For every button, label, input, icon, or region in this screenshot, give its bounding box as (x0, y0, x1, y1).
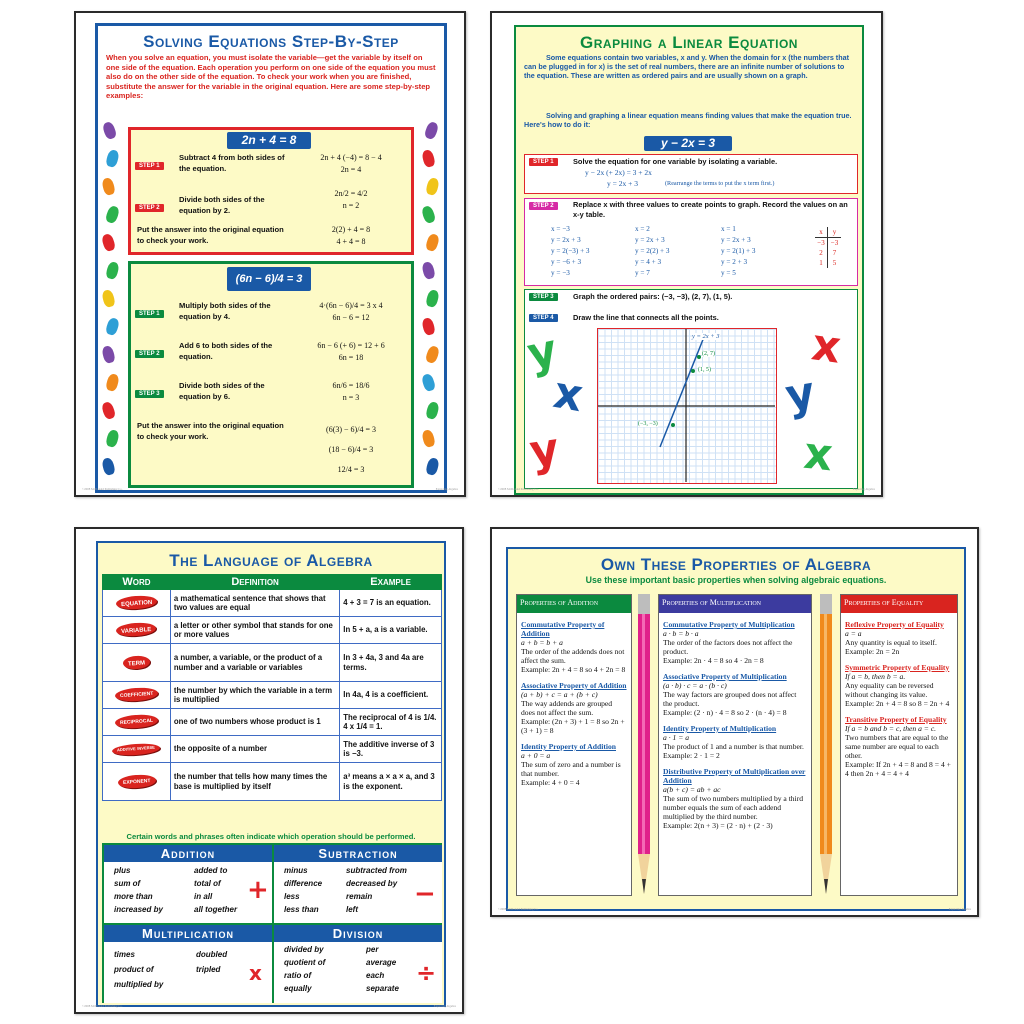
p2-step1-text: Solve the equation for one variable by isolating a variable. (573, 157, 778, 166)
ex2-step2-badge: STEP 2 (135, 342, 164, 360)
op-division (274, 925, 442, 1003)
word-term: term (123, 655, 151, 670)
word-reciprocal: reciprocal (114, 714, 158, 730)
graph-svg (598, 329, 775, 482)
p2-step3-text: Graph the ordered pairs: (−3, −3), (2, 7), (1, 5). (573, 292, 733, 301)
prop-distributive: Distributive Property of Multiplication over Addition (663, 767, 806, 785)
ex2-step1-math: 4·(6n − 6)/4 = 3 x 4 6n − 6 = 12 (319, 301, 383, 322)
poster-language-of-algebra (74, 527, 464, 1014)
prop-reflexive: Reflexive Property of Equality (845, 620, 944, 629)
decor-letter-y1: y (522, 324, 562, 381)
poster1-footer: ©2008 McDonald Publishing Co. Exploring Algebra (82, 487, 458, 491)
heading-multiplication: Properties of Multiplication (659, 595, 811, 613)
divide-sign-icon: ÷ (416, 959, 437, 987)
table-row: reciprocal one of two numbers whose product is 1 The reciprocal of 4 is 1/4. 4 x 1/4 = 1. (103, 709, 442, 736)
vocabulary-table (102, 574, 442, 801)
op-subtraction-col1: minus difference less less than (284, 866, 323, 914)
op-multiplication-title: Multiplication (104, 925, 272, 942)
plus-sign-icon: + (247, 875, 269, 905)
table-row: exponent the number that tells how many times the base is multiplied by itself a³ means a × a × a, and 3 is the exponent. (103, 763, 442, 801)
poster2-step1-box (524, 154, 858, 194)
op-division-col1: divided by quotient of ratio of equally (284, 945, 326, 993)
poster4-title: Own These Properties of Algebra (600, 555, 872, 574)
ex1-step2-badge: STEP 2 (135, 196, 164, 214)
op-division-title: Division (274, 925, 442, 942)
op-subtraction-title: Subtraction (274, 845, 442, 862)
footprint-decoration-right (422, 122, 440, 492)
prop-identity-multiplication: Identity Property of Multiplication (663, 724, 777, 733)
poster3-title: The Language of Algebra (169, 551, 373, 570)
p2-step2-col1: x = −3 y = 2x + 3 y = 2(−3) + 3 y = −6 + 3 y = −3 (551, 225, 590, 277)
p2-step2-col2: x = 2 y = 2x + 3 y = 2(2) + 3 y = 4 + 3 y = 7 (635, 225, 670, 277)
op-subtraction (274, 845, 442, 923)
coordinate-grid (597, 328, 777, 484)
ex1-step1-text: Subtract 4 from both sides of the equation. (179, 153, 285, 173)
p2-step2-badge: STEP 2 (529, 202, 558, 210)
ex2-step2-math: 6n − 6 (+ 6) = 12 + 6 6n = 18 (317, 341, 385, 362)
decor-letter-x3: x (801, 427, 836, 482)
prop-commutative-addition: Commutative Property of Addition (521, 620, 605, 638)
table-row: term a number, a variable, or the product of a number and a variable or variables In 3 + 4a, 3 and 4a are terms. (103, 644, 442, 682)
column-addition: Properties of Addition Commutative Property of Addition a + b = b + a The order of the addends does not affect the sum. Example: 2n + 4 = 8 so 4 + 2n = 8 Associative Property of Addition (a + b) + c = a + (b + c) The way addends are grouped does not affect the sum. Example: (2n + 3) + 1 = 8 so 2n + (3 + 1) = 8 Identity Property of Addition a + 0 = a The sum of zero and a number is that number. Example: 4 + 0 = 4 (516, 594, 632, 896)
poster1-inner (95, 23, 447, 493)
ex1-step2-math: 2n/2 = 4/2 n = 2 (334, 189, 368, 210)
minus-sign-icon: − (414, 879, 436, 909)
point-2-7 (697, 355, 701, 359)
ex1-check-math: 2(2) + 4 = 8 4 + 4 = 8 (331, 225, 371, 246)
op-multiplication-col2: doubled tripled (196, 950, 228, 974)
poster-solving-equations (74, 11, 466, 497)
ex2-step2-text: Add 6 to both sides of the equation. (179, 341, 273, 361)
op-subtraction-col2: subtracted from decreased by remain left (346, 866, 407, 914)
column-multiplication: Properties of Multiplication Commutative Property of Multiplication a · b = b · a The order of the factors does not affect the product. Example: 2n · 4 = 8 so 4 · 2n = 8 Associative Property of Multiplication (a · b) · c = a · (b · c) The way factors are grouped does not affect the product. Example: (2 · n) · 4 = 8 so 2 · (n · 4) = 8 Identity Property of Multiplication a · 1 = a The product of 1 and a number is that number. Example: 2 · 1 = 2 Distributive Property of Multiplication over Addition a(b + c) = ab + ac The sum of two numbers multiplied by a third number equals the sum of each addend multiplied by the third number. Example: 2(n + 3) = (2 · n) + (2 · 3) (658, 594, 812, 896)
prop-symmetric: Symmetric Property of Equality (845, 663, 950, 672)
poster-properties-of-algebra (490, 527, 979, 917)
op-addition-col1: plus sum of more than increased by (114, 866, 163, 914)
col-definition: Definition (170, 575, 339, 590)
op-addition (104, 845, 272, 923)
ex2-step1-badge: STEP 1 (135, 302, 164, 320)
point-neg3-neg3 (671, 423, 675, 427)
ex2-step3-text: Divide both sides of the equation by 6. (179, 381, 265, 401)
col-example: Example (340, 575, 442, 590)
times-sign-icon: x (249, 961, 262, 985)
example1-box (128, 127, 414, 255)
table-row: equation a mathematical sentence that shows that two values are equal 4 + 3 = 7 is an equation. (103, 590, 442, 617)
p2-step4-badge: STEP 4 (529, 314, 558, 322)
heading-addition: Properties of Addition (517, 595, 631, 613)
graph-point-label-2: (1, 5) (698, 367, 711, 373)
ex2-step1-text: Multiply both sides of the equation by 4. (179, 301, 271, 321)
prop-identity-addition: Identity Property of Addition (521, 742, 616, 751)
word-additive-inverse: additive inverse (112, 742, 161, 756)
table-row: coefficient the number by which the variable in a term is multiplied In 4a, 4 is a coefficient. (103, 682, 442, 709)
p2-step4-text: Draw the line that connects all the points. (573, 313, 719, 322)
poster4-footer: ©2008 McDonald Publishing Co. Exploring Algebra (498, 907, 971, 911)
plotted-line (660, 337, 704, 447)
poster2-intro2: Solving and graphing a linear equation means finding values that make the equation true. Here's how to do it: (524, 111, 852, 130)
table-row: additive inverse the opposite of a number The additive inverse of 3 is −3. (103, 736, 442, 763)
example1-equation: 2n + 4 = 8 (227, 132, 311, 149)
prop-transitive: Transitive Property of Equality (845, 715, 947, 724)
p2-step1-math1: y − 2x (+ 2x) = 3 + 2x (585, 168, 652, 177)
poster1-intro: When you solve an equation, you must isolate the variable—get the variable by itself on one side of the equation. Each operation you perform on one side of the equation you must also do on the other side of the equation. To check your work when you are finished, substitute the answer for the variable in the original equation. Here are some step-by-step examples: (106, 53, 436, 101)
ex1-check-text: Put the answer into the original equation to check your work. (137, 225, 284, 245)
poster2-title: Graphing a Linear Equation (580, 33, 798, 52)
poster2-inner (514, 25, 864, 495)
p2-step2-text: Replace x with three values to create points to graph. Record the values on an x-y table. (573, 200, 848, 219)
ex1-step2-text: Divide both sides of the equation by 2. (179, 195, 265, 215)
op-multiplication-col1: times product of multiplied by (114, 950, 164, 989)
poster4-inner (506, 547, 966, 911)
graph-point-label-3: (−3, −3) (638, 421, 658, 427)
orange-pencil-icon (818, 594, 834, 896)
word-equation: equation (115, 595, 157, 611)
ops-grid (102, 843, 442, 1003)
poster1-title: Solving Equations Step-By-Step (143, 32, 399, 51)
graph-line-label: y = 2x + 3 (692, 333, 720, 340)
p2-step1-badge: STEP 1 (529, 158, 558, 166)
ops-intro: Certain words and phrases often indicate which operation should be performed. (126, 832, 416, 841)
ex2-step3-math: 6n/6 = 18/6 n = 3 (332, 381, 370, 402)
footprint-decoration-left (102, 122, 120, 492)
col-word: Word (103, 575, 171, 590)
poster2-footer: ©2008 McDonald Publishing Co. Exploring Algebra (498, 487, 875, 491)
poster4-subtitle: Use these important basic properties when solving algebraic equations. (585, 575, 887, 585)
poster2-equation: y − 2x = 3 (644, 136, 732, 151)
prop-commutative-multiplication: Commutative Property of Multiplication (663, 620, 795, 629)
column-equality: Properties of Equality Reflexive Property of Equality a = a Any quantity is equal to itself. Example: 2n = 2n Symmetric Property of Equality If a = b, then b = a. Any equality can be reversed without changing its value. Example: 2n + 4 = 8 so 8 = 2n + 4 Transitive Property of Equality If a = b and b = c, then a = c. Two numbers that are equal to the same number are equal to each other. Example: If 2n + 4 = 8 and 8 = 4 + 4 then 2n + 4 = 4 + 4 (840, 594, 958, 896)
poster2-intro1: Some equations contain two variables, x and y. When the domain for x (the numbers that can be plugged in for x) is the set of real numbers, there are an infinite number of solutions to the equation. These are written as ordered pairs and are usually shown on a graph. (524, 53, 849, 81)
pink-pencil-icon (636, 594, 652, 896)
prop-associative-multiplication: Associative Property of Multiplication (663, 672, 787, 681)
p2-step1-note: (Rearrange the terms to put the x term first.) (665, 180, 775, 187)
ex2-step3-badge: STEP 3 (135, 382, 164, 400)
decor-letter-x1: x (549, 366, 587, 423)
example2-box (128, 261, 414, 488)
op-addition-title: Addition (104, 845, 272, 862)
op-addition-col2: added to total of in all all together (194, 866, 238, 914)
ex2-check-math: (6(3) − 6)/4 = 3 (18 − 6)/4 = 3 12/4 = 3 (326, 425, 376, 474)
prop-associative-addition: Associative Property of Addition (521, 681, 627, 690)
word-exponent: exponent (117, 774, 155, 790)
poster3-footer: ©2008 McDonald Publishing Co. Exploring Algebra (82, 1004, 456, 1008)
p2-step2-col3: x = 1 y = 2x + 3 y = 2(1) + 3 y = 2 + 3 y = 5 (721, 225, 756, 277)
p2-step3-badge: STEP 3 (529, 293, 558, 301)
decor-letter-x2: x (808, 319, 844, 374)
point-1-5 (691, 369, 695, 373)
p2-step1-math2: y = 2x + 3 (607, 179, 638, 188)
word-variable: variable (116, 622, 157, 638)
ex1-step1-badge: STEP 1 (135, 154, 164, 172)
op-division-col2: per average each separate (366, 945, 399, 993)
poster-graphing-linear-equation (490, 11, 883, 497)
decor-letter-y2: y (526, 423, 563, 478)
poster2-step2-box (524, 198, 858, 286)
ex2-check-text: Put the answer into the original equation to check your work. (137, 421, 284, 441)
decor-letter-y3: y (781, 366, 819, 423)
op-multiplication (104, 925, 272, 1003)
word-coefficient: coefficient (114, 687, 158, 703)
heading-equality: Properties of Equality (841, 595, 957, 613)
p2-xy-table: x y −3 −3 2 7 1 5 (815, 227, 841, 268)
example2-equation: (6n − 6)/4 = 3 (227, 267, 311, 291)
graph-point-label-1: (2, 7) (702, 351, 715, 357)
table-row: variable a letter or other symbol that stands for one or more values In 5 + a, a is a variable. (103, 617, 442, 644)
ex1-step1-math: 2n + 4 (−4) = 8 − 4 2n = 4 (320, 153, 382, 174)
poster3-inner (96, 541, 446, 1007)
